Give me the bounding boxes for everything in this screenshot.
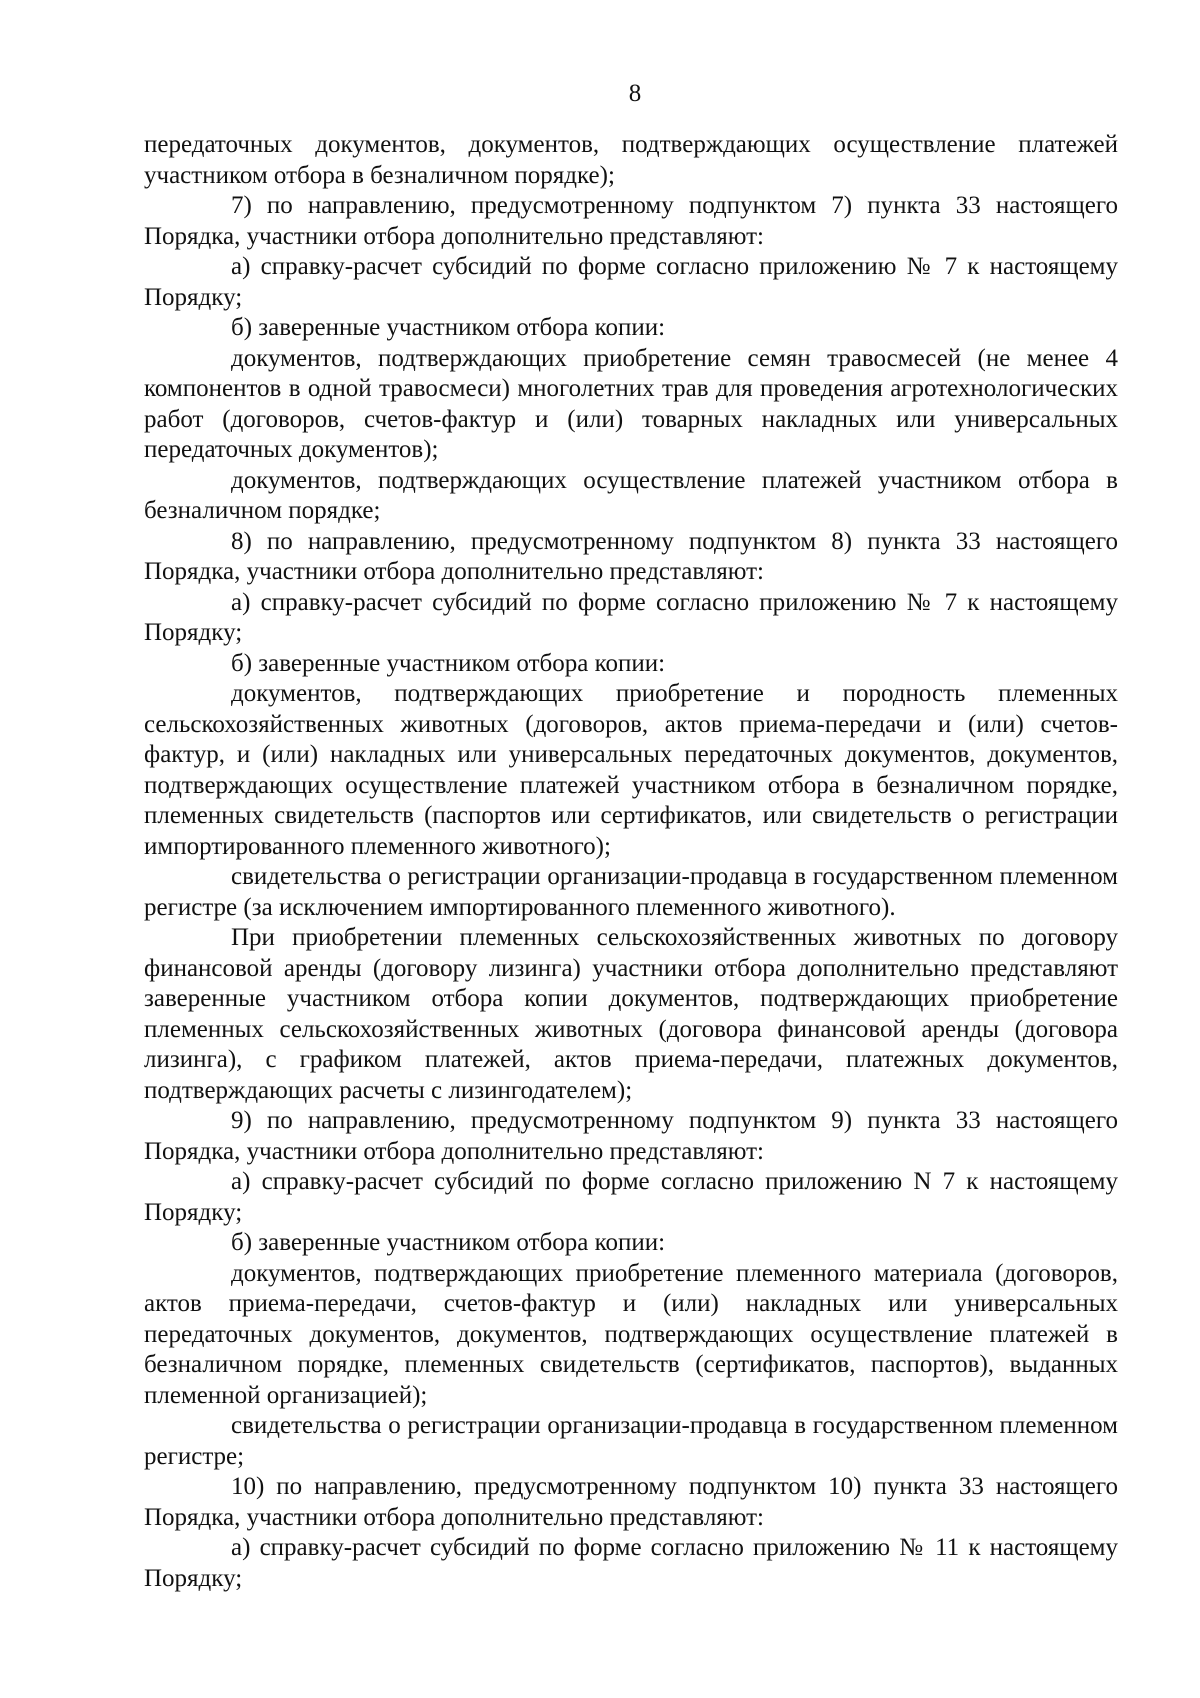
paragraph: б) заверенные участником отбора копии: (231, 1229, 666, 1256)
paragraph: б) заверенные участником отбора копии: (231, 649, 666, 677)
paragraph: б) заверенные участником отбора копии: (231, 314, 666, 341)
paragraph: документов, подтверждающих приобретение семян травосмесей (не менее 4 компонентов в одной травосмеси) многолетних трав для проведения агротехнологических работ (договоров, счетов-фактур и (или) товарных накладных или универсальных передаточных документов); (144, 344, 1118, 463)
paragraph: 9) по направлению, предусмотренному подпунктом 9) пункта 33 настоящего Порядка, участники отбора дополнительно представляют: (144, 1107, 1118, 1165)
paragraph: 7) по направлению, предусмотренному подпунктом 7) пункта 33 настоящего Порядка, участники отбора дополнительно представляют: (144, 192, 1118, 250)
page-number: 8 (628, 80, 642, 107)
paragraph: свидетельства о регистрации организации-продавца в государственном племенном регистре (за исключением импортированного племенного животного). (144, 863, 1118, 921)
paragraph: а) справку-расчет субсидий по форме согласно приложению № 7 к настоящему Порядку; (144, 588, 1118, 646)
paragraph: а) справку-расчет субсидий по форме согласно приложению N 7 к настоящему Порядку; (144, 1168, 1118, 1226)
paragraph: документов, подтверждающих приобретение племенного материала (договоров, актов приема-передачи, счетов-фактур и (или) накладных или универсальных передаточных документов, документов, подтверждающих осуществление платежей в безналичном порядке, племенных свидетельств (сертификатов, паспортов), выданных племенной организацией); (144, 1259, 1118, 1409)
paragraph: документов, подтверждающих приобретение и породность племенных сельскохозяйственных животных (договоров, актов приема-передачи и (или) счетов-фактур, и (или) накладных или универсальных передаточных документов, документов, подтверждающих осуществление платежей участником отбора в безналичном порядке, племенных свидетельств (паспортов или сертификатов, или свидетельств о регистрации импортированного племенного животного); (144, 680, 1118, 860)
paragraph: При приобретении племенных сельскохозяйственных животных по договору финансовой аренды (договору лизинга) участники отбора дополнительно представляют заверенные участником отбора копии документов, подтверждающих приобретение племенных сельскохозяйственных животных (договора финансовой аренды (договора лизинга), с графиком платежей, актов приема-передачи, платежных документов, подтверждающих расчеты с лизингодателем); (144, 924, 1118, 1104)
paragraph: 8) по направлению, предусмотренному подпунктом 8) пункта 33 настоящего Порядка, участники отбора дополнительно представляют: (144, 527, 1118, 585)
paragraph: передаточных документов, документов, подтверждающих осуществление платежей участником отбора в безналичном порядке); (144, 131, 1118, 189)
paragraph: а) справку-расчет субсидий по форме согласно приложению № 11 к настоящему Порядку; (144, 1534, 1118, 1592)
paragraph: свидетельства о регистрации организации-продавца в государственном племенном регистре; (144, 1412, 1118, 1470)
paragraph: 10) по направлению, предусмотренному подпунктом 10) пункта 33 настоящего Порядка, участники отбора дополнительно представляют: (144, 1473, 1118, 1531)
document-body (144, 130, 1118, 1594)
paragraph: а) справку-расчет субсидий по форме согласно приложению № 7 к настоящему Порядку; (144, 253, 1118, 311)
paragraph: документов, подтверждающих осуществление платежей участником отбора в безналичном порядке; (144, 466, 1118, 524)
